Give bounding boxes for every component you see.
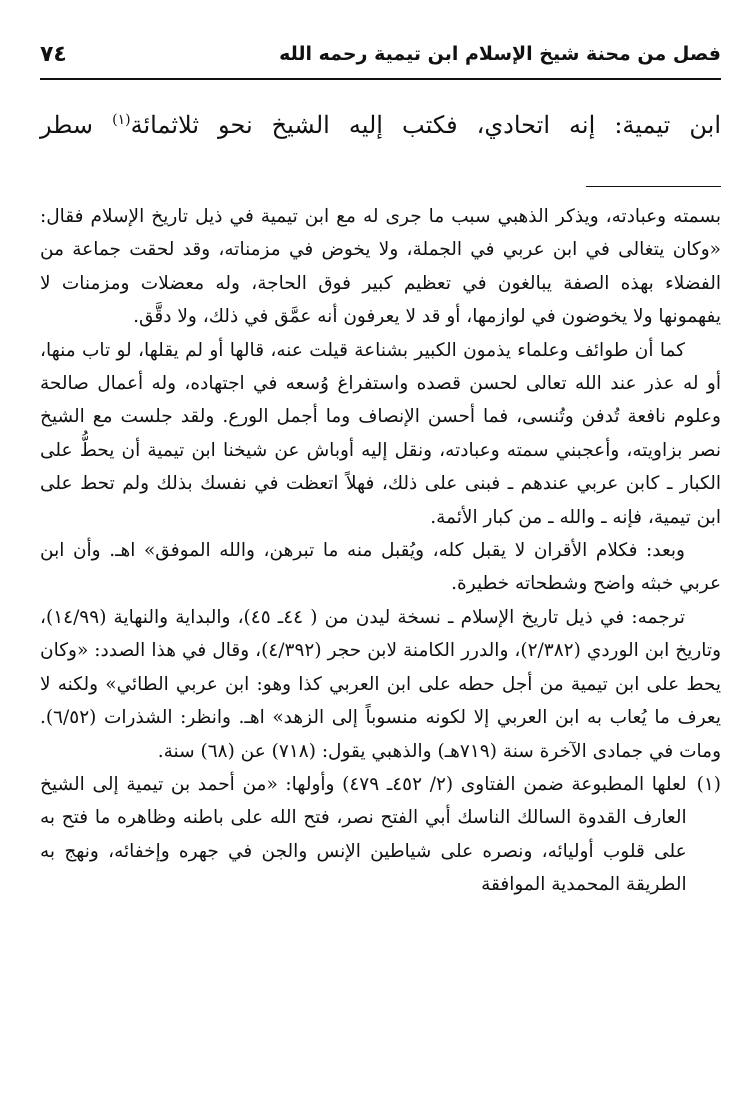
footnote-marker: (١): [696, 773, 721, 795]
main-text-before-ref: ابن تيمية: إنه اتحادي، فكتب إليه الشيخ نحو ثلاثمائة: [130, 111, 721, 139]
note-paragraph: بسمته وعبادته، ويذكر الذهبي سبب ما جرى له مع ابن تيمية في ذيل تاريخ الإسلام فقال: «وكان يتغالى في ابن عربي في الجملة، ولا يخوض في مزمناته، وقد لحقت جماعة من الفضلاء بهذه الصفة يبالغون في تعظيم كبير فوق الحاجة، وله معضلات ومزمنات لا يفهمونها ولا يخوضون في لوازمها، أو قد لا يعرفون أنه عمَّق في ذلك، ولا دقَّق.: [40, 206, 721, 328]
running-title: فصل من محنة شيخ الإسلام ابن تيمية رحمه الله: [279, 43, 721, 65]
footnote-reference: (١): [112, 112, 131, 128]
footnote-1: [40, 768, 721, 902]
note-paragraph: ترجمه: في ذيل تاريخ الإسلام ـ نسخة ليدن من ( ٤٤ـ ٤٥)، والبداية والنهاية (١٤/٩٩)، وتاريخ ابن الوردي (٢/٣٨٢)، والدرر الكامنة لابن حجر (٤/٣٩٢)، وقال في هذا الصدد: «وكان يحط على ابن تيمية من أجل حطه على ابن العربي كذا وهو: ابن عربي الطائي» ولكنه لا يعرف ما يُعاب به ابن العربي إلا لكونه منسوباً إلى الزهد» اهـ. وانظر: الشذرات (٦/٥٢). ومات في جمادى الآخرة سنة (٧١٩هـ) والذهبي يقول: (٧١٨) عن (٦٨) سنة.: [40, 606, 722, 762]
notes-section: [40, 200, 721, 902]
footnote-separator: [586, 186, 721, 187]
note-paragraph: كما أن طوائف وعلماء يذمون الكبير بشناعة قيلت عنه، قالها أو لم يقلها، لو تاب منها، أو له عذر عند الله تعالى لحسن قصده واستفراغ وُسعه في اجتهاده، وله أعمال صالحة وعلوم نافعة تُدفن وتُنسى، فما أحسن الإنصاف وما أجمل الورع. ولقد جلست مع الشيخ نصر بزاويته، وأعجبني سمته وعبادته، ونقل إليه أوباش عن شيخنا ابن تيمية أن يحطُّ على الكبار ـ كابن عربي عندهم ـ فبنى على ذلك، فهلاً اتعظت في نفسك بذلك ولم تحط على ابن تيمية، فإنه ـ والله ـ من كبار الأئمة.: [40, 339, 721, 528]
main-text-line: [40, 100, 721, 145]
main-text-after-ref: سطر: [40, 111, 113, 139]
footnote-text: لعلها المطبوعة ضمن الفتاوى (٢/ ٤٥٢ـ ٤٧٩) وأولها: «من أحمد بن تيمية إلى الشيخ العارف القدوة السالك الناسك أبي الفتح نصر، فتح الله على باطنه وظاهره ما فتح به على قلوب أوليائه، ونصره على شياطين الإنس والجن في جهره وإخفائه، ونهج به الطريقة المحمدية الموافقة: [40, 773, 687, 896]
page-number: ٧٤: [40, 41, 67, 67]
note-paragraph: وبعد: فكلام الأقران لا يقبل كله، ويُقبل منه ما تبرهن، والله الموفق» اهـ. وأن ابن عربي خبثه واضح وشطحاته خطيرة.: [40, 540, 721, 595]
page-header: [40, 30, 721, 80]
